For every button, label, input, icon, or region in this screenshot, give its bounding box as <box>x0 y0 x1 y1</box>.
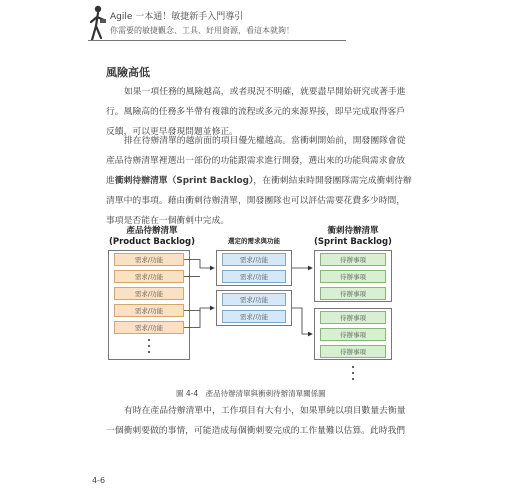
backlog-item: 需求/功能 <box>114 253 184 266</box>
backlog-item: 需求/功能 <box>114 321 184 334</box>
sprint-task: 待辦事項 <box>320 345 386 358</box>
paragraph-line: 排在待辦清單的越前面的項目優先權越高。當衝刺開始前，開發團隊會從 <box>124 136 406 146</box>
title-line: 產品待辦清單 <box>126 226 178 236</box>
paragraph-line: 產品待辦清單裡選出一部份的功能跟需求進行開發，選出來的功能與需求會放 <box>106 156 406 166</box>
flow-arrow <box>184 308 214 311</box>
sprint-task: 待辦事項 <box>320 270 386 283</box>
sprint-task: 待辦事項 <box>320 311 386 324</box>
emphasis-text: 衝刺待辦清單（Sprint Backlog） <box>114 176 254 186</box>
paragraph-3 <box>106 401 412 441</box>
flow-arrow <box>292 308 312 334</box>
paragraph-line: 有時在產品待辦清單中，工作項目有大有小，如果單純以項目數量去衡量 <box>124 406 406 416</box>
section-title: 風險高低 <box>106 66 150 79</box>
paragraph-text: ，在衝刺結束時開發團隊需完成衝刺待辦 <box>253 176 412 186</box>
selected-items-title: 選定的需求與功能 <box>228 237 280 245</box>
paragraph-line: 反饋，可以更早發現問題並修正。 <box>106 127 238 137</box>
paragraph-text: 進 <box>106 176 115 186</box>
selected-item: 需求/功能 <box>222 293 286 306</box>
backlog-item: 需求/功能 <box>114 304 184 317</box>
paragraph-line: 如果一項任務的風險越高，或者現況不明確，就要盡早開始研究或著手進 <box>124 87 406 97</box>
flow-arrow <box>184 260 214 269</box>
paragraph-line: 清單中的事項。藉由衝刺待辦清單，開發團隊也可以評估需要花費多少時間， <box>106 196 406 206</box>
paragraph-line: 行。風險高的任務多半帶有複雜的流程或多元的來源界接，即早完成取得客戶 <box>106 107 406 117</box>
title-line: 衝刺待辦清單 <box>327 226 379 236</box>
sprint-task: 待辦事項 <box>320 328 386 341</box>
sprint-task: 待辦事項 <box>320 287 386 300</box>
selected-item: 需求/功能 <box>222 270 286 283</box>
page-number: 4-6 <box>92 476 106 485</box>
selected-item: 需求/功能 <box>222 310 286 323</box>
sprint-task: 待辦事項 <box>320 253 386 266</box>
flow-arrow <box>184 310 200 328</box>
selected-item: 需求/功能 <box>222 253 286 266</box>
figure-caption: 圖 4-4 產品待辦清單與衝刺待辦清單關係圖 <box>176 389 326 398</box>
book-title: Agile 一本通！敏捷新手入門導引 <box>110 12 244 22</box>
backlog-item: 需求/功能 <box>114 270 184 283</box>
book-subtitle: 你需要的敏捷觀念、工具、好用資源，看這本就夠！ <box>110 26 294 35</box>
backlog-item: 需求/功能 <box>114 287 184 300</box>
title-line: (Sprint Backlog) <box>314 237 392 247</box>
title-line: (Product Backlog) <box>109 237 195 247</box>
paragraph-line: 一個衝刺要做的事情，可能造成每個衝刺要完成的工作量難以估算。此時我們 <box>106 426 406 436</box>
paragraph-line: 事項是否能在一個衝刺中完成。 <box>106 216 230 226</box>
